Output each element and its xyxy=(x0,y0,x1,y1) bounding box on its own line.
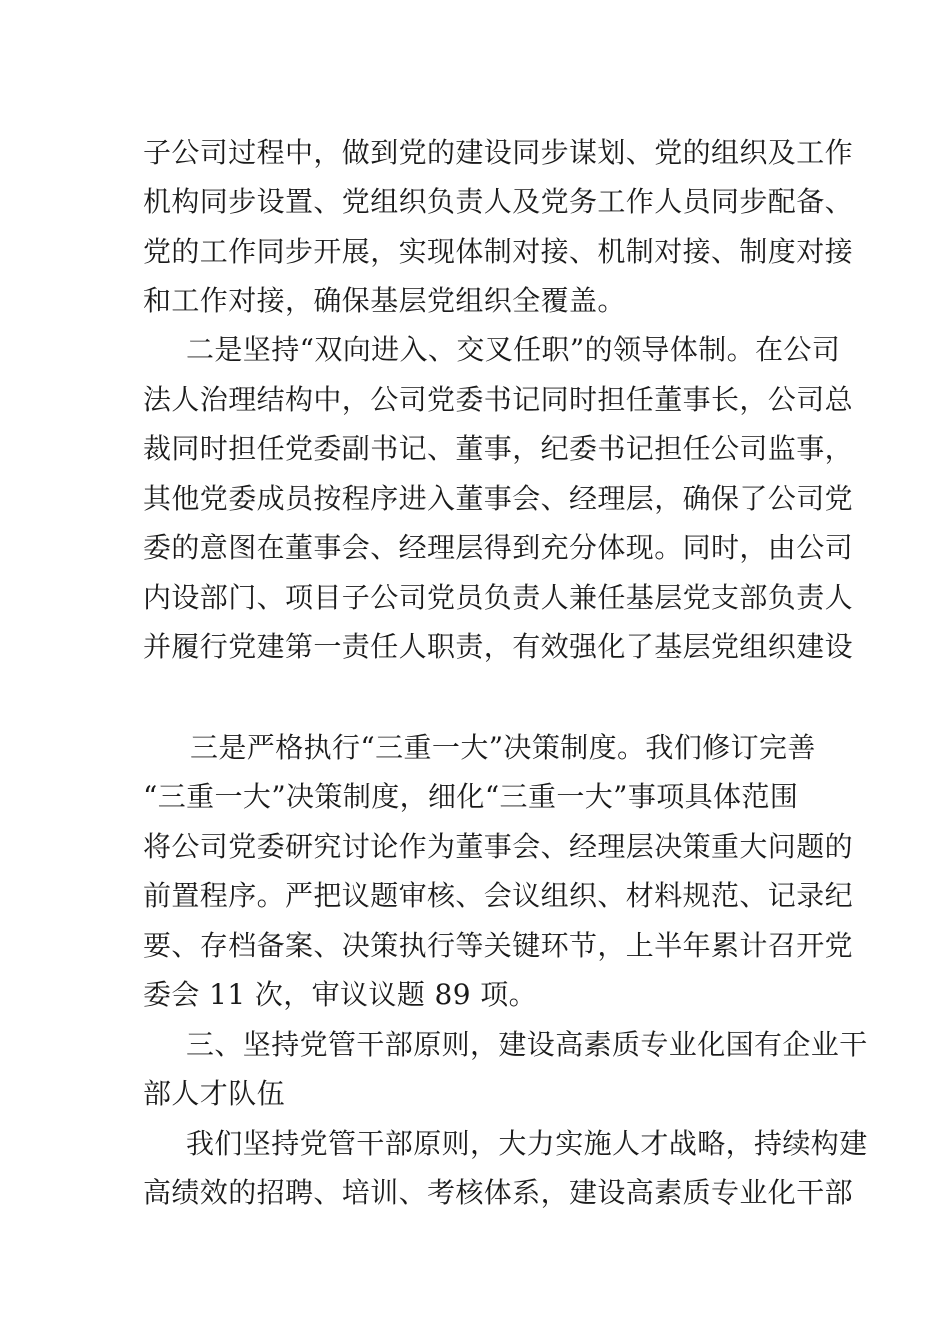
text-line-14: 将公司党委研究讨论作为董事会、经理层决策重大问题的 xyxy=(143,830,854,863)
text-line-7: 裁同时担任党委副书记、董事，纪委书记担任公司监事， xyxy=(143,432,854,465)
text-line-9: 委的意图在董事会、经理层得到充分体现。同时，由公司 xyxy=(143,531,854,564)
text-line-6: 法人治理结构中，公司党委书记同时担任董事长，公司总 xyxy=(143,383,854,416)
paragraph-start-talent: 我们坚持党管干部原则，大力实施人才战略，持续构建 xyxy=(186,1127,868,1160)
paragraph-start-leadership-system: 二是坚持“双向进入、交叉任职”的领导体制。在公司 xyxy=(186,333,841,366)
text-line-15: 前置程序。严把议题审核、会议组织、材料规范、记录纪 xyxy=(143,879,854,912)
text-line-16: 要、存档备案、决策执行等关键环节，上半年累计召开党 xyxy=(143,929,854,962)
section-heading-cadre: 三、坚持党管干部原则，建设高素质专业化国有企业干 xyxy=(186,1028,868,1061)
paragraph-start-decision-system: 三是严格执行“三重一大”决策制度。我们修订完善 xyxy=(190,731,816,764)
text-line-13: “三重一大”决策制度，细化“三重一大”事项具体范围 xyxy=(143,780,799,813)
text-line-10: 内设部门、项目子公司党员负责人兼任基层党支部负责人 xyxy=(143,581,854,614)
text-line-1: 子公司过程中，做到党的建设同步谋划、党的组织及工作 xyxy=(143,136,854,169)
text-line-17: 委会 11 次，审议议题 89 项。 xyxy=(143,978,538,1011)
text-line-4: 和工作对接，确保基层党组织全覆盖。 xyxy=(143,284,626,317)
text-line-21: 高绩效的招聘、培训、考核体系，建设高素质专业化干部 xyxy=(143,1176,854,1209)
text-line-3: 党的工作同步开展，实现体制对接、机制对接、制度对接 xyxy=(143,235,854,268)
text-line-8: 其他党委成员按程序进入董事会、经理层，确保了公司党 xyxy=(143,482,854,515)
text-line-11: 并履行党建第一责任人职责，有效强化了基层党组织建设 xyxy=(143,630,854,663)
text-line-2: 机构同步设置、党组织负责人及党务工作人员同步配备、 xyxy=(143,185,854,218)
section-heading-cadre-cont: 部人才队伍 xyxy=(143,1077,286,1110)
